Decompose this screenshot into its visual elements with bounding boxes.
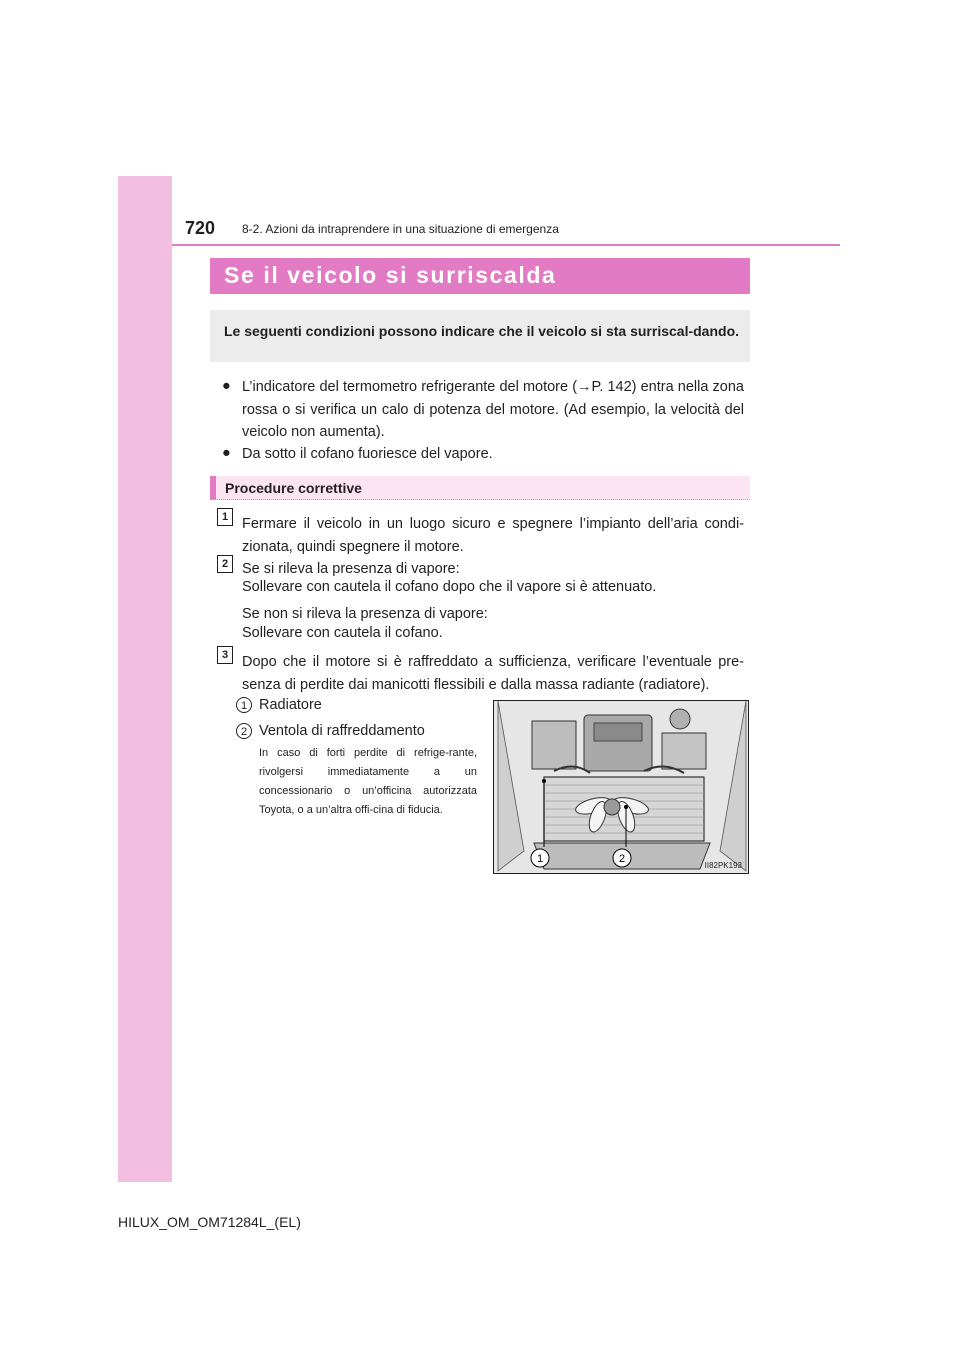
procedure-header bbox=[210, 476, 750, 500]
figure-code: II82PK193 bbox=[704, 861, 742, 870]
callout-number-2: 2 bbox=[236, 723, 252, 739]
bullet-text-2: Da sotto il cofano fuoriesce del vapore. bbox=[242, 446, 493, 462]
warning-note: In caso di forti perdite di refrige-rante, rivolgersi immediatamente a un concessionario o un’officina autorizzata Toyota, o a un’altra offi-cina di fiducia. bbox=[259, 747, 477, 816]
step-2-line-4: Sollevare con cautela il cofano. bbox=[242, 625, 443, 641]
intro-box bbox=[210, 310, 750, 362]
step-2-line-2: Sollevare con cautela il cofano dopo che il vapore si è attenuato. bbox=[242, 579, 657, 595]
footer-doc-id: HILUX_OM_OM71284L_(EL) bbox=[118, 1214, 301, 1230]
figure-marker-1: 1 bbox=[536, 853, 544, 865]
step-2-line-3: Se non si rileva la presenza di vapore: bbox=[242, 606, 488, 622]
intro-text: Le seguenti condizioni possono indicare che il veicolo si sta surriscal-dando. bbox=[224, 323, 740, 339]
title-bar bbox=[210, 258, 750, 294]
step-number-2: 2 bbox=[217, 555, 233, 573]
bullet-icon: ● bbox=[222, 378, 231, 394]
step-3-text: Dopo che il motore si è raffreddato a sufficienza, verificare l’eventuale pre-senza di perdite dai manicotti flessibili e dalla massa radiante (radiatore). bbox=[242, 654, 744, 693]
side-tab bbox=[118, 176, 172, 1182]
page-title: Se il veicolo si surriscalda bbox=[224, 262, 557, 288]
header-divider bbox=[172, 244, 840, 246]
engine-bay-illustration bbox=[493, 700, 749, 874]
section-header: 8-2. Azioni da intraprendere in una situazione di emergenza bbox=[242, 222, 559, 236]
step-number-3: 3 bbox=[217, 646, 233, 664]
engine-bay-drawing bbox=[494, 701, 749, 874]
bullet-icon: ● bbox=[222, 445, 231, 461]
callout-label-radiator: Radiatore bbox=[259, 697, 322, 713]
step-2-line-1: Se si rileva la presenza di vapore: bbox=[242, 561, 460, 577]
callout-number-1: 1 bbox=[236, 697, 252, 713]
procedure-title: Procedure correttive bbox=[225, 480, 362, 496]
step-number-1: 1 bbox=[217, 508, 233, 526]
step-1-text: Fermare il veicolo in un luogo sicuro e spegnere l’impianto dell’aria condi-zionata, quindi spegnere il motore. bbox=[242, 516, 744, 555]
figure-marker-2: 2 bbox=[618, 853, 626, 865]
bullet-text-1: L’indicatore del termometro refrigerante del motore (→P. 142) entra nella zona rossa o si verifica un calo di potenza del motore. (Ad esempio, la velocità del veicolo non aumenta). bbox=[242, 379, 744, 440]
page-number: 720 bbox=[185, 218, 216, 238]
callout-label-fan: Ventola di raffreddamento bbox=[259, 723, 425, 739]
